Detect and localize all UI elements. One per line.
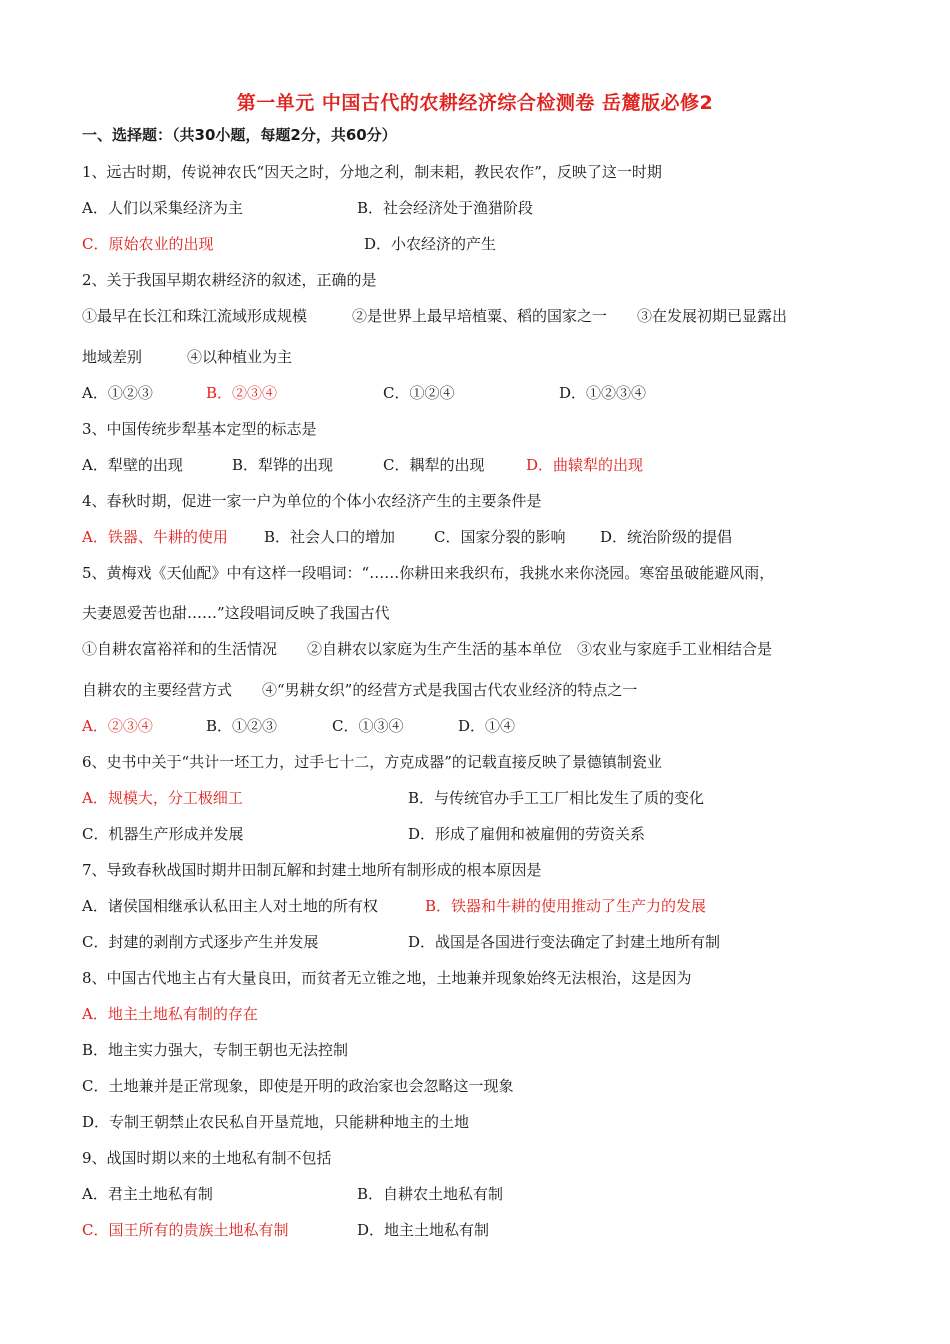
question-5-option-c: C．①③④	[332, 717, 404, 735]
page-title: 第一单元 中国古代的农耕经济综合检测卷 岳麓版必修2	[236, 92, 714, 114]
question-1-option-a: A．人们以采集经济为主	[82, 199, 243, 217]
question-4-option-d: D．统治阶级的提倡	[600, 528, 733, 546]
question-8-option-c: C．土地兼并是正常现象，即使是开明的政治家也会忽略这一现象	[82, 1077, 514, 1095]
question-8-option-a-answer: A．地主土地私有制的存在	[82, 1005, 258, 1023]
question-2-option-a: A．①②③	[82, 384, 153, 402]
question-7-stem: 7、导致春秋战国时期井田制瓦解和封建土地所有制形成的根本原因是	[82, 861, 542, 879]
question-5-option-b: B．①②③	[206, 717, 278, 735]
question-6-option-b: B．与传统官办手工工厂相比发生了质的变化	[408, 789, 705, 807]
question-1-option-c-answer: C．原始农业的出现	[82, 235, 214, 253]
question-4-option-b: B．社会人口的增加	[264, 528, 396, 546]
question-2-statements-line-2: 地域差别 ④以种植业为主	[82, 348, 293, 366]
question-5-statements-line-1: ①自耕农富裕祥和的生活情况 ②自耕农以家庭为生产生活的基本单位 ③农业与家庭手工业相结合是	[82, 640, 773, 658]
question-2-stem: 2、关于我国早期农耕经济的叙述，正确的是	[82, 271, 377, 289]
question-4-option-c: C．国家分裂的影响	[434, 528, 566, 546]
question-5-statements-line-2: 自耕农的主要经营方式 ④“男耕女织”的经营方式是我国古代农业经济的特点之一	[82, 681, 638, 699]
question-5-stem-line-1: 5、黄梅戏《天仙配》中有这样一段唱词：“……你耕田来我织布，我挑水来你浇园。寒窑虽破能避风雨，	[82, 564, 775, 582]
question-6-stem: 6、史书中关于“共计一坯工力，过手七十二，方克成器”的记载直接反映了景德镇制瓷业	[82, 753, 662, 771]
question-3-option-d-answer: D．曲辕犁的出现	[526, 456, 644, 474]
question-4-option-a-answer: A．铁器、牛耕的使用	[82, 528, 228, 546]
question-9-option-a: A．君主土地私有制	[82, 1185, 213, 1203]
question-1-option-b: B．社会经济处于渔猎阶段	[357, 199, 534, 217]
question-5-stem-line-2: 夫妻恩爱苦也甜……”这段唱词反映了我国古代	[82, 604, 390, 622]
question-3-stem: 3、中国传统步犁基本定型的标志是	[82, 420, 317, 438]
question-6-option-c: C．机器生产形成并发展	[82, 825, 244, 843]
question-9-stem: 9、战国时期以来的土地私有制不包括	[82, 1149, 332, 1167]
question-2-option-c: C．①②④	[383, 384, 455, 402]
question-7-option-b-answer: B．铁器和牛耕的使用推动了生产力的发展	[425, 897, 707, 915]
question-3-option-c: C．耦犁的出现	[383, 456, 485, 474]
question-6-option-d: D．形成了雇佣和被雇佣的劳资关系	[408, 825, 646, 843]
question-2-option-b-answer: B．②③④	[206, 384, 278, 402]
question-5-option-a-answer: A．②③④	[82, 717, 153, 735]
question-8-option-b: B．地主实力强大，专制王朝也无法控制	[82, 1041, 349, 1059]
section-heading: 一、选择题：（共30小题，每题2分，共60分）	[82, 126, 397, 144]
question-9-option-c-answer: C．国王所有的贵族土地私有制	[82, 1221, 289, 1239]
question-2-statements-line-1: ①最早在长江和珠江流域形成规模 ②是世界上最早培植粟、稻的国家之一 ③在发展初期已显露出	[82, 307, 788, 325]
question-9-option-d: D．地主土地私有制	[357, 1221, 490, 1239]
question-3-option-b: B．犁铧的出现	[232, 456, 334, 474]
question-1-stem: 1、远古时期，传说神农氏“因天之时，分地之利，制耒耜，教民农作”，反映了这一时期	[82, 163, 662, 181]
question-7-option-d: D．战国是各国进行变法确定了封建土地所有制	[408, 933, 721, 951]
question-8-option-d: D．专制王朝禁止农民私自开垦荒地，只能耕种地主的土地	[82, 1113, 470, 1131]
question-2-option-d: D．①②③④	[559, 384, 647, 402]
question-6-option-a-answer: A．规模大，分工极细工	[82, 789, 243, 807]
question-7-option-a: A．诸侯国相继承认私田主人对土地的所有权	[82, 897, 378, 915]
question-8-stem: 8、中国古代地主占有大量良田，而贫者无立锥之地，土地兼并现象始终无法根治，这是因为	[82, 969, 692, 987]
question-7-option-c: C．封建的剥削方式逐步产生并发展	[82, 933, 319, 951]
question-1-option-d: D．小农经济的产生	[364, 235, 497, 253]
question-5-option-d: D．①④	[458, 717, 516, 735]
question-9-option-b: B．自耕农土地私有制	[357, 1185, 504, 1203]
question-3-option-a: A．犁壁的出现	[82, 456, 183, 474]
question-4-stem: 4、春秋时期，促进一家一户为单位的个体小农经济产生的主要条件是	[82, 492, 542, 510]
